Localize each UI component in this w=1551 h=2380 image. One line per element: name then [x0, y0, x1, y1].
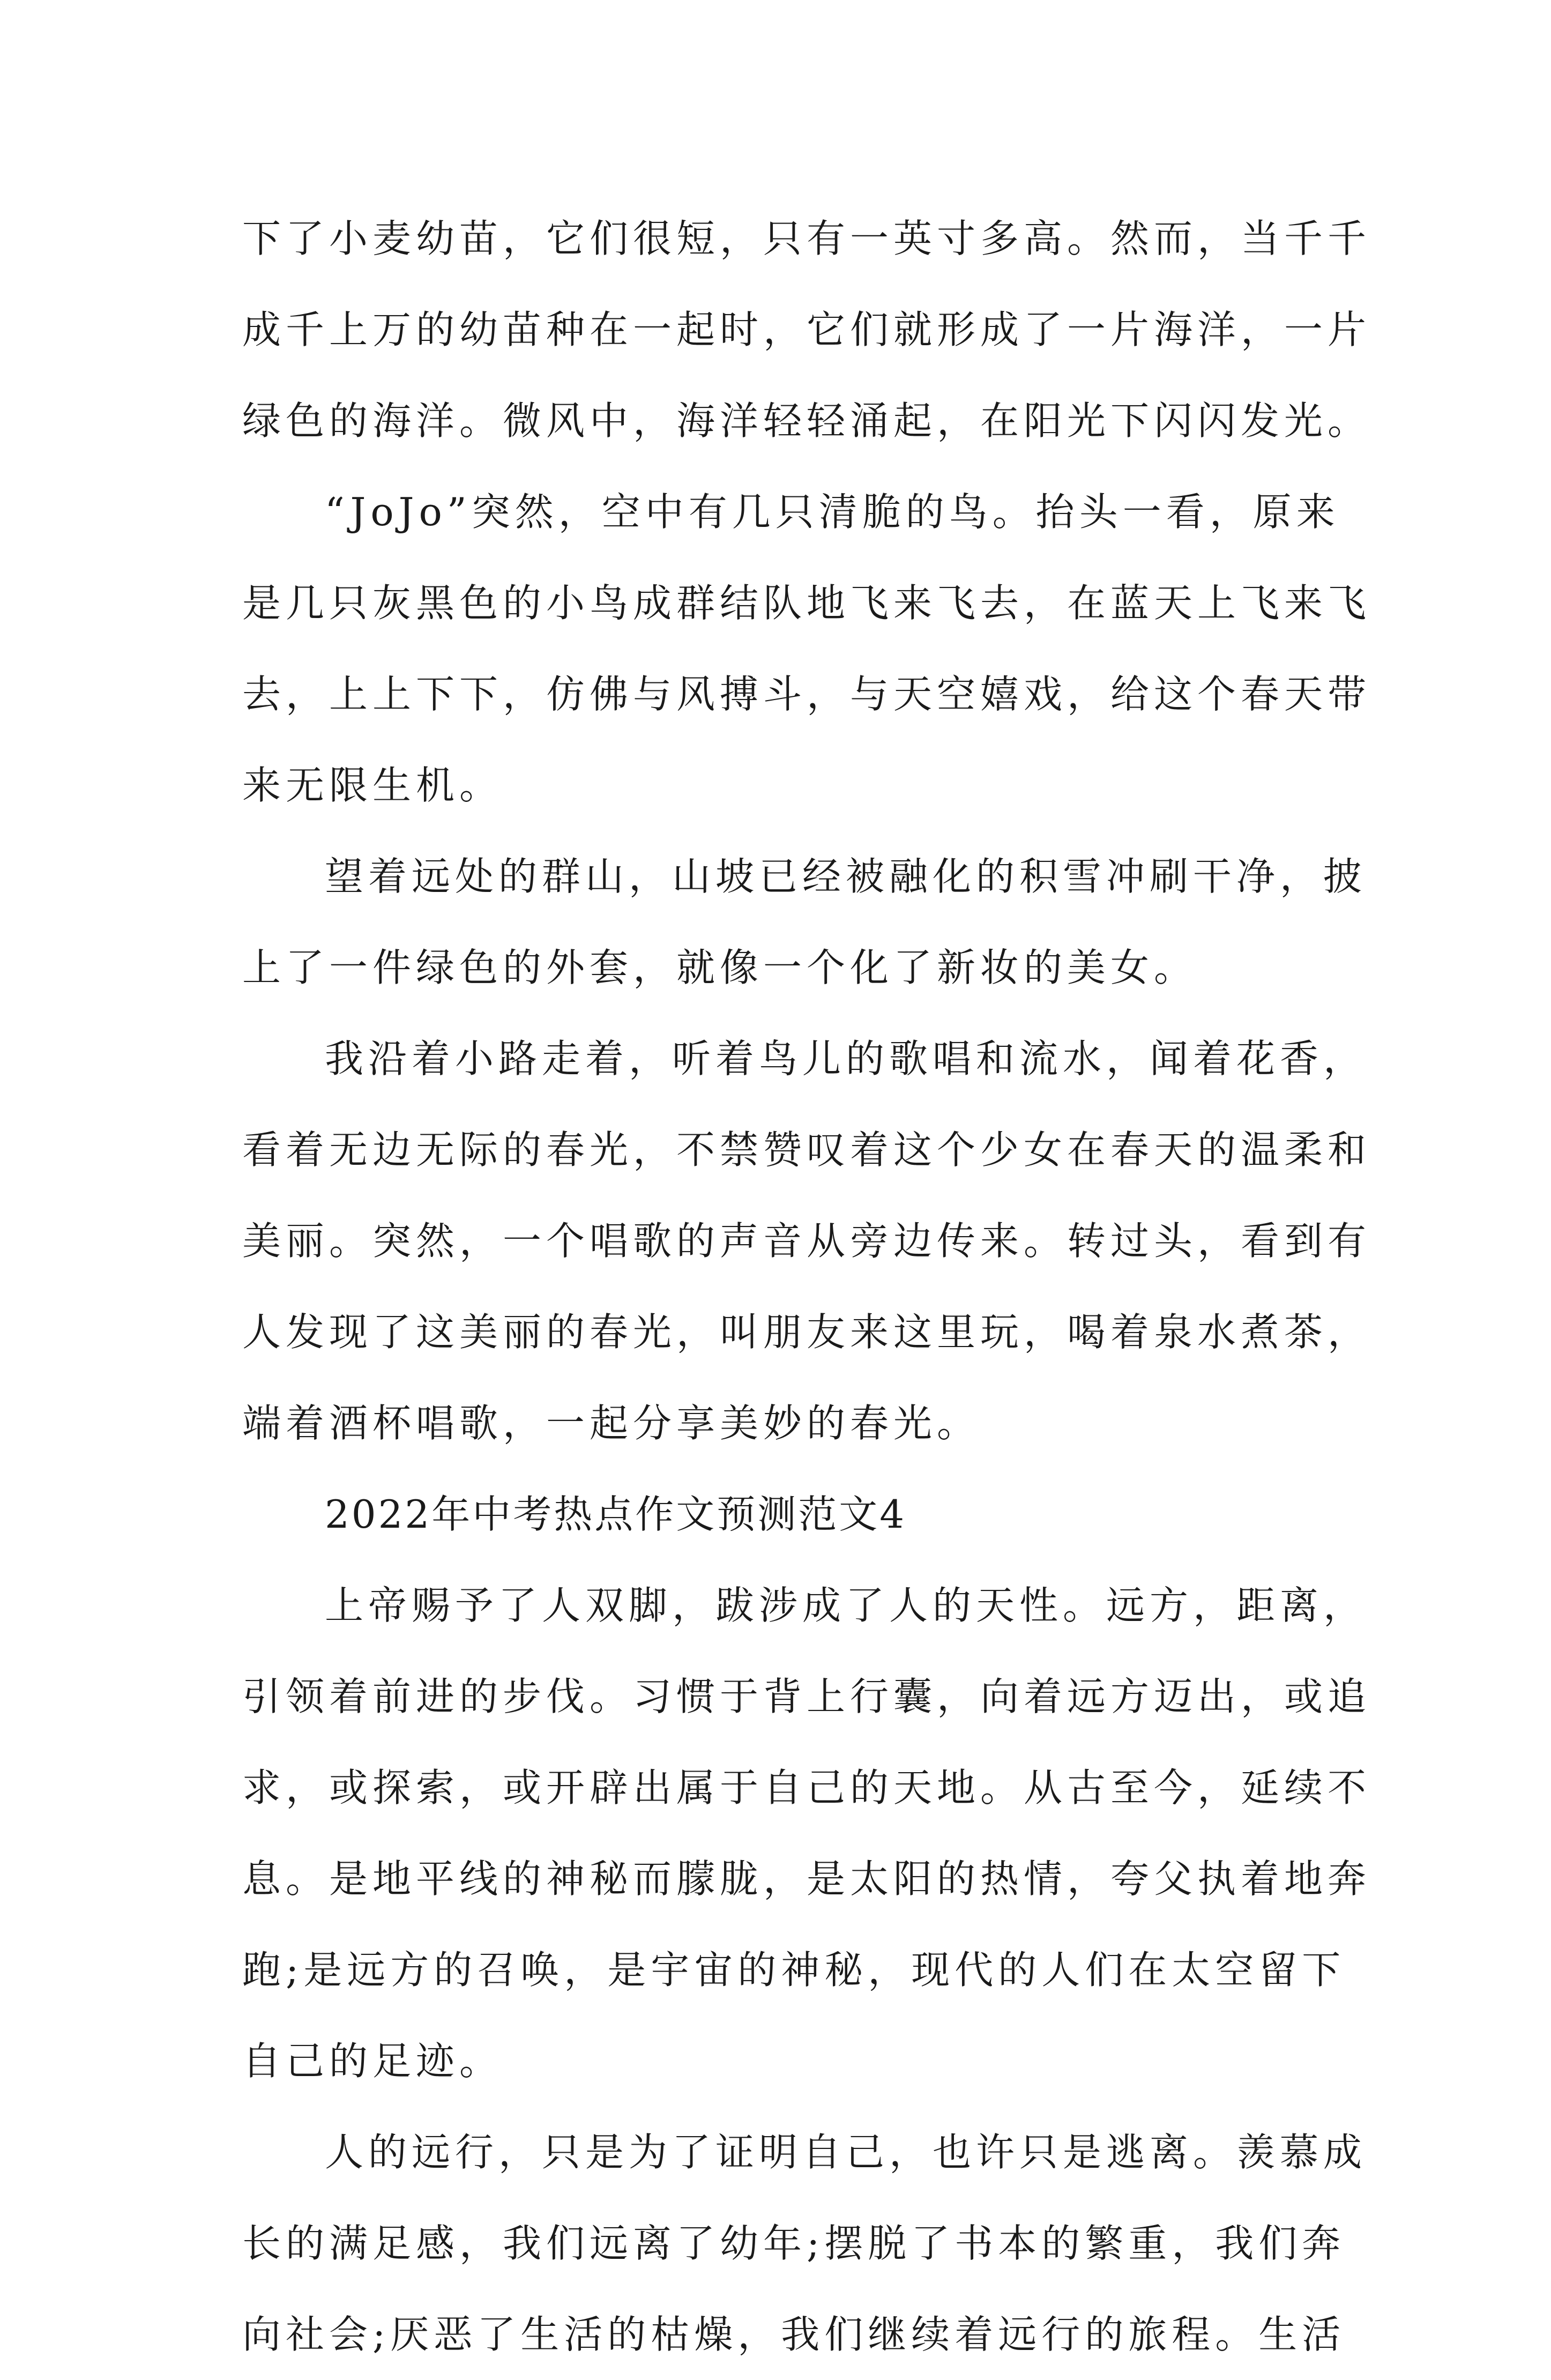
text-line: 去，上上下下，仿佛与风搏斗，与天空嬉戏，给这个春天带 — [242, 672, 1371, 717]
text-line: 息。是地平线的神秘而朦胧，是太阳的热情，夸父执着地奔 — [242, 1856, 1371, 1901]
text-line: 自己的足迹。 — [242, 2039, 503, 2084]
text-line: 人发现了这美丽的春光，叫朋友来这里玩，喝着泉水煮茶， — [242, 1310, 1371, 1355]
text-line: 端着酒杯唱歌，一起分享美妙的春光。 — [242, 1401, 981, 1446]
text-line: 成千上万的幼苗种在一起时，它们就形成了一片海洋，一片 — [242, 307, 1371, 352]
text-line: 上帝赐予了人双脚，跋涉成了人的天性。远方，距离， — [325, 1583, 1367, 1628]
text-line: 望着远处的群山，山坡已经被融化的积雪冲刷干净，披 — [325, 854, 1367, 899]
text-line: 下了小麦幼苗，它们很短，只有一英寸多高。然而，当千千 — [242, 216, 1371, 261]
text-line: 长的满足感，我们远离了幼年;摆脱了书本的繁重，我们奔 — [242, 2221, 1346, 2266]
text-line: 引领着前进的步伐。习惯于背上行囊，向着远方迈出，或追 — [242, 1674, 1371, 1719]
text-line: “JoJo”突然，空中有几只清脆的鸟。抬头一看，原来 — [325, 489, 1340, 534]
section-heading: 2022年中考热点作文预测范文4 — [325, 1492, 907, 1537]
text-line: 看着无边无际的春光，不禁赞叹着这个少女在春天的温柔和 — [242, 1127, 1371, 1172]
text-line: 是几只灰黑色的小鸟成群结队地飞来飞去，在蓝天上飞来飞 — [242, 581, 1371, 626]
text-line: 我沿着小路走着，听着鸟儿的歌唱和流水，闻着花香， — [325, 1036, 1367, 1081]
text-line: 美丽。突然，一个唱歌的声音从旁边传来。转过头，看到有 — [242, 1218, 1371, 1263]
text-line: 人的远行，只是为了证明自己，也许只是逃离。羡慕成 — [325, 2130, 1367, 2175]
text-line: 向社会;厌恶了生活的枯燥，我们继续着远行的旅程。生活 — [242, 2312, 1346, 2357]
text-line: 跑;是远方的召唤，是宇宙的神秘，现代的人们在太空留下 — [242, 1947, 1346, 1992]
text-line: 绿色的海洋。微风中，海洋轻轻涌起，在阳光下闪闪发光。 — [242, 398, 1371, 443]
essay-text-block — [242, 193, 1371, 2380]
text-line: 求，或探索，或开辟出属于自己的天地。从古至今，延续不 — [242, 1765, 1371, 1810]
text-line: 来无限生机。 — [242, 763, 503, 808]
text-line: 上了一件绿色的外套，就像一个化了新妆的美女。 — [242, 945, 1198, 990]
